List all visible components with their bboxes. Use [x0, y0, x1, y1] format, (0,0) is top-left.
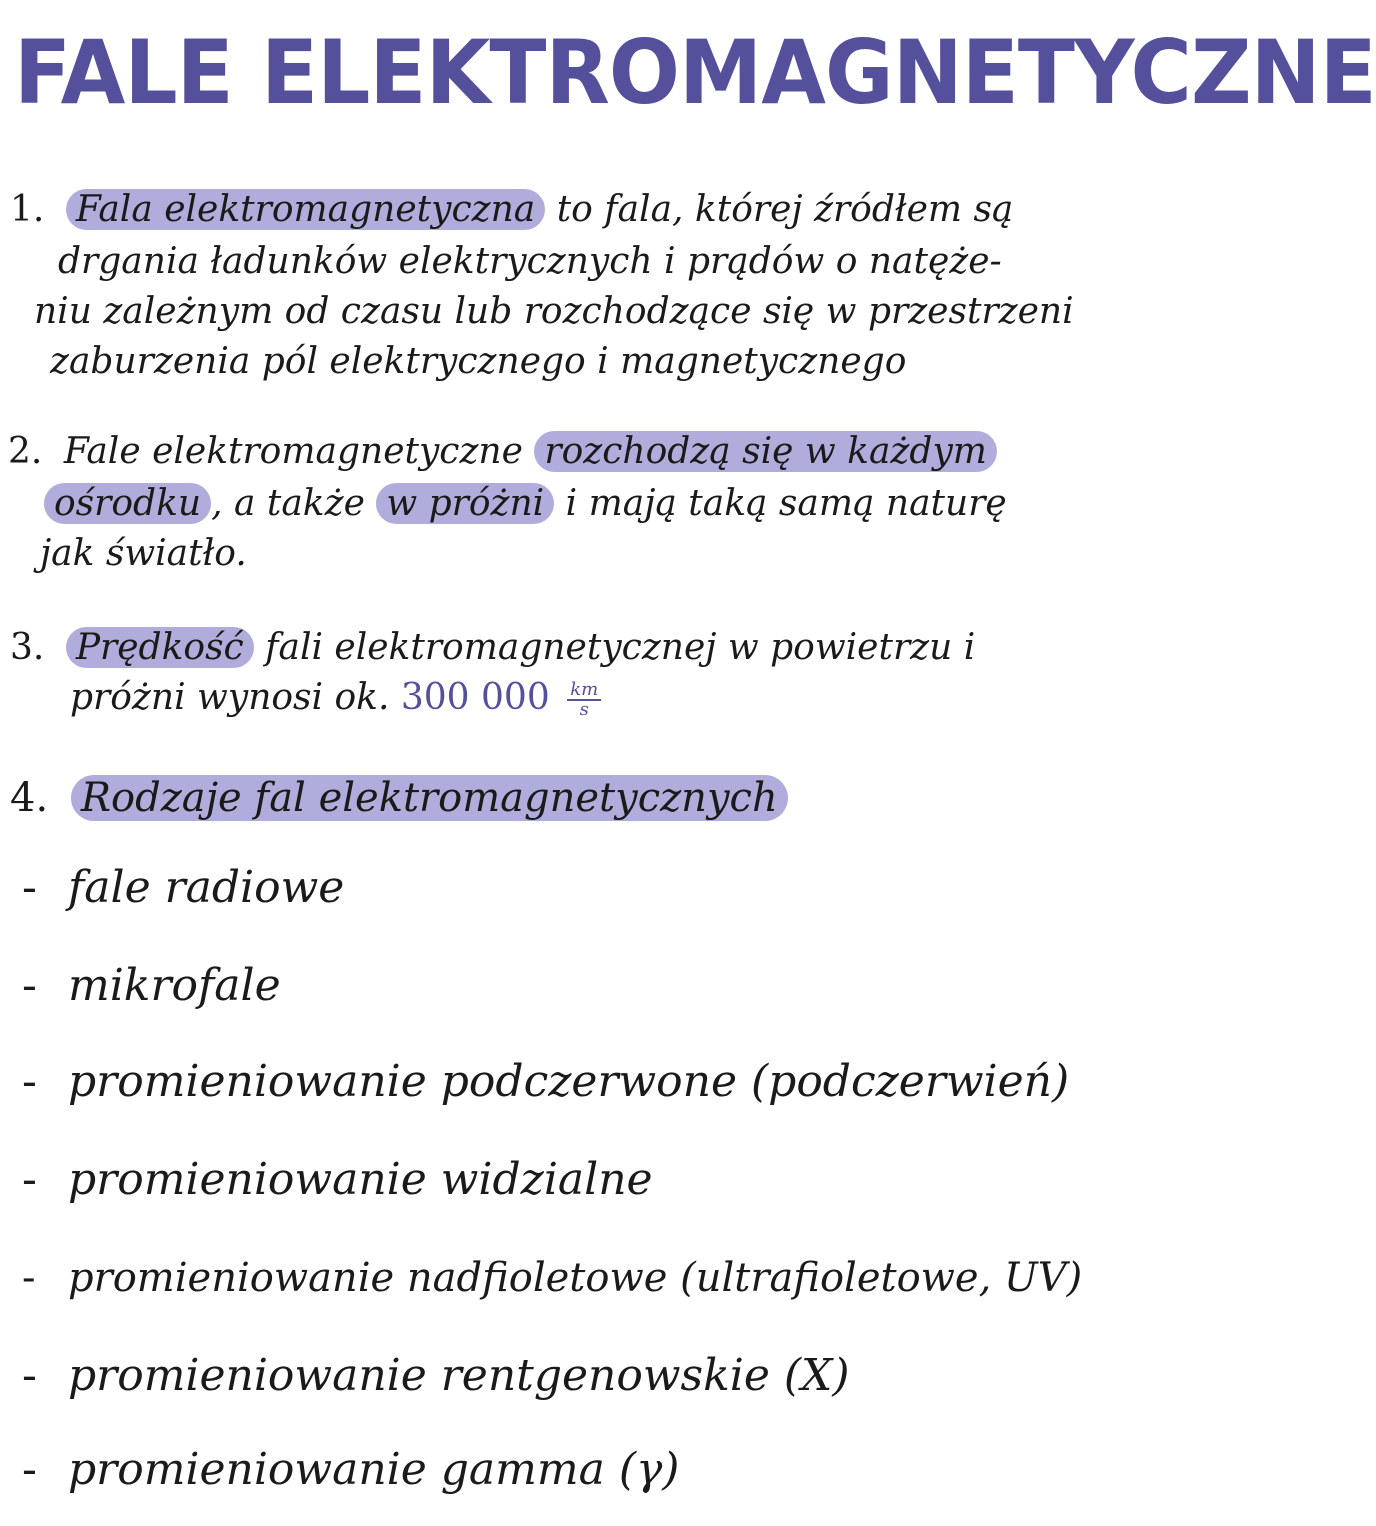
point-2-line-1: [8, 428, 997, 476]
unit-denominator: s: [579, 699, 589, 720]
bullet-dash: -: [22, 1444, 37, 1495]
speed-unit: [567, 681, 601, 719]
bullet-dash: -: [22, 1056, 37, 1107]
list-item: [22, 1150, 653, 1210]
list-item-text: promieniowanie nadfioletowe (ultrafioletowe, UV): [68, 1255, 1083, 1301]
bullet-dash: -: [22, 1255, 36, 1301]
point-number: 2.: [8, 431, 43, 472]
point-1-line-2: drgania ładunków elektrycznych i prądów o natęże-: [58, 241, 1002, 282]
highlight-term: Prędkość: [66, 627, 254, 668]
speed-value: 300 000: [400, 677, 550, 718]
list-item: [22, 1248, 1082, 1308]
list-item-text: promieniowanie podczerwone (podczerwień): [68, 1056, 1070, 1107]
point-2-line-3: jak światło.: [40, 533, 247, 574]
list-item: [22, 956, 281, 1016]
unit-numerator: km: [567, 681, 601, 701]
text: to fala, której źródłem są: [556, 189, 1014, 230]
bullet-dash: -: [22, 1154, 37, 1205]
point-number: 4.: [10, 775, 49, 821]
point-3-line-1: [10, 624, 975, 672]
text: , a także: [211, 483, 365, 524]
point-number: 1.: [10, 189, 45, 230]
text: Fale elektromagnetyczne: [63, 431, 523, 472]
point-1-line-4: zaburzenia pól elektrycznego i magnetycznego: [50, 341, 907, 382]
bullet-dash: -: [22, 960, 37, 1011]
list-item: [22, 1052, 1069, 1112]
list-item-text: fale radiowe: [68, 862, 345, 913]
point-1-line-1: [10, 186, 1013, 234]
point-3-line-2: [70, 674, 601, 722]
bullet-dash: -: [22, 1350, 37, 1401]
highlight-term: Fala elektromagnetyczna: [66, 189, 545, 230]
list-item-text: promieniowanie rentgenowskie (X): [68, 1350, 850, 1401]
list-item-text: mikrofale: [68, 960, 281, 1011]
page-title: FALE ELEKTROMAGNETYCZNE: [14, 21, 1376, 124]
point-4-heading: [10, 774, 788, 822]
point-1-line-3: niu zależnym od czasu lub rozchodzące się w przestrzeni: [34, 291, 1074, 332]
bullet-dash: -: [22, 862, 37, 913]
highlight-word: ośrodku: [44, 483, 211, 524]
list-item-text: promieniowanie widzialne: [68, 1154, 653, 1205]
list-item: [22, 1346, 850, 1406]
text: próżni wynosi ok.: [70, 677, 390, 718]
point-2-line-2: [44, 480, 1007, 528]
list-item: [22, 1440, 679, 1500]
highlight-phrase: w próżni: [376, 483, 554, 524]
highlight-heading: Rodzaje fal elektromagnetycznych: [71, 775, 788, 821]
text: fali elektromagnetycznej w powietrzu i: [265, 627, 976, 668]
highlight-phrase: rozchodzą się w każdym: [534, 431, 997, 472]
list-item-text: promieniowanie gamma (γ): [68, 1444, 680, 1495]
text: i mają taką samą naturę: [565, 483, 1007, 524]
point-number: 3.: [10, 627, 45, 668]
list-item: [22, 858, 344, 918]
